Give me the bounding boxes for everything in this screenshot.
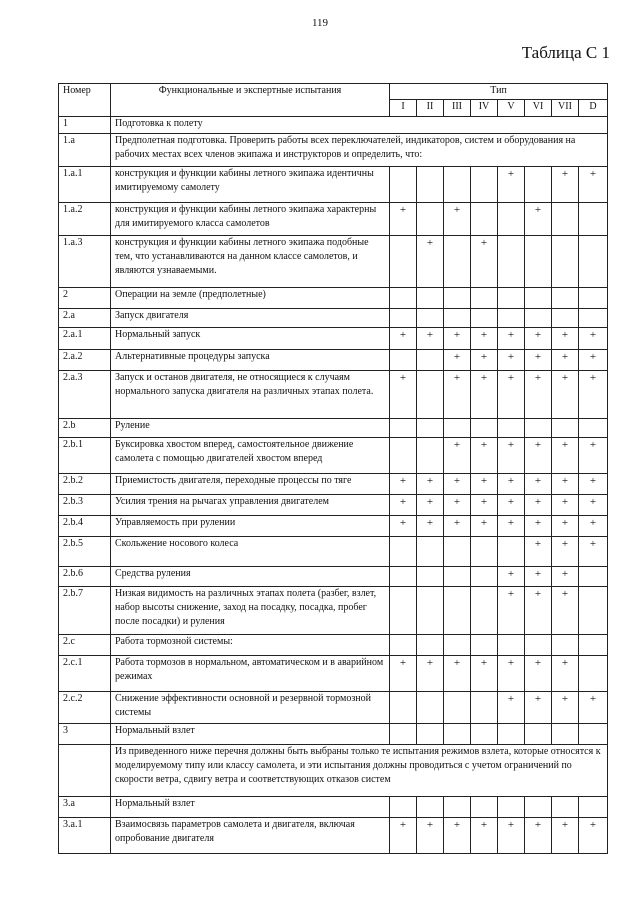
mark-type-iv <box>471 288 498 309</box>
header-type-iv: IV <box>471 100 498 117</box>
mark-type-ii: + <box>417 474 444 495</box>
mark-type-v: + <box>498 167 525 203</box>
mark-type-vi <box>525 724 552 745</box>
mark-type-vi: + <box>525 537 552 567</box>
mark-type-ii <box>417 350 444 371</box>
mark-type-vii: + <box>552 537 579 567</box>
row-number: 2.b <box>59 419 111 438</box>
mark-type-vi: + <box>525 203 552 236</box>
mark-type-v: + <box>498 495 525 516</box>
row-number: 3.a.1 <box>59 818 111 854</box>
mark-type-d: + <box>579 495 608 516</box>
table-row <box>59 117 608 134</box>
mark-type-vi <box>525 635 552 656</box>
mark-type-ii <box>417 567 444 587</box>
mark-type-iii <box>444 724 471 745</box>
mark-type-vii <box>552 236 579 288</box>
mark-type-iv <box>471 635 498 656</box>
row-number: 2.a.2 <box>59 350 111 371</box>
mark-type-d <box>579 656 608 692</box>
mark-type-i <box>390 288 417 309</box>
row-number: 2.c <box>59 635 111 656</box>
table-row <box>59 371 608 419</box>
mark-type-iii <box>444 167 471 203</box>
mark-type-ii <box>417 537 444 567</box>
header-number: Номер <box>59 84 111 117</box>
mark-type-v <box>498 288 525 309</box>
mark-type-ii <box>417 692 444 724</box>
table-row <box>59 567 608 587</box>
mark-type-iv <box>471 692 498 724</box>
table-row <box>59 350 608 371</box>
mark-type-iv <box>471 167 498 203</box>
mark-type-vii: + <box>552 495 579 516</box>
row-number: 2.b.5 <box>59 537 111 567</box>
mark-type-iv: + <box>471 438 498 474</box>
header-test: Функциональные и экспертные испытания <box>111 84 390 117</box>
mark-type-iv <box>471 724 498 745</box>
row-test-name: Руление <box>111 419 390 438</box>
mark-type-vi <box>525 236 552 288</box>
mark-type-v <box>498 797 525 818</box>
header-type-vii: VII <box>552 100 579 117</box>
table-row <box>59 438 608 474</box>
mark-type-d: + <box>579 516 608 537</box>
mark-type-vi <box>525 419 552 438</box>
mark-type-v: + <box>498 438 525 474</box>
row-number: 2.a <box>59 309 111 328</box>
mark-type-iv: + <box>471 371 498 419</box>
mark-type-i: + <box>390 516 417 537</box>
header-type-i: I <box>390 100 417 117</box>
mark-type-d <box>579 797 608 818</box>
row-test-name: Усилия трения на рычагах управления двигателем <box>111 495 390 516</box>
mark-type-i <box>390 438 417 474</box>
row-test-name: Приемистость двигателя, переходные процессы по тяге <box>111 474 390 495</box>
mark-type-v <box>498 724 525 745</box>
mark-type-d: + <box>579 537 608 567</box>
header-type-vi: VI <box>525 100 552 117</box>
mark-type-i <box>390 167 417 203</box>
mark-type-v <box>498 635 525 656</box>
mark-type-iii: + <box>444 328 471 350</box>
row-number: 2.b.3 <box>59 495 111 516</box>
mark-type-ii <box>417 635 444 656</box>
mark-type-i <box>390 797 417 818</box>
mark-type-d: + <box>579 350 608 371</box>
mark-type-ii: + <box>417 516 444 537</box>
mark-type-iv <box>471 203 498 236</box>
table-row <box>59 745 608 797</box>
mark-type-v <box>498 537 525 567</box>
mark-type-i <box>390 587 417 635</box>
mark-type-d: + <box>579 474 608 495</box>
mark-type-vi: + <box>525 567 552 587</box>
row-test-name: Буксировка хвостом вперед, самостоятельное движение самолета с помощью двигателей хвостом вперед <box>111 438 390 474</box>
mark-type-i <box>390 537 417 567</box>
row-number: 1.a.1 <box>59 167 111 203</box>
row-test-name: Запуск и останов двигателя, не относящиеся к случаям нормального запуска двигателя на различных этапах полета. <box>111 371 390 419</box>
mark-type-v <box>498 309 525 328</box>
mark-type-vii <box>552 288 579 309</box>
row-number: 2.a.1 <box>59 328 111 350</box>
header-type-d: D <box>579 100 608 117</box>
mark-type-vi: + <box>525 656 552 692</box>
mark-type-vii: + <box>552 438 579 474</box>
mark-type-i <box>390 309 417 328</box>
row-number: 2.b.1 <box>59 438 111 474</box>
table-row <box>59 692 608 724</box>
row-number <box>59 745 111 797</box>
mark-type-iv <box>471 419 498 438</box>
table-row <box>59 656 608 692</box>
row-test-name: Средства руления <box>111 567 390 587</box>
mark-type-vii: + <box>552 474 579 495</box>
mark-type-iii: + <box>444 474 471 495</box>
mark-type-d <box>579 288 608 309</box>
mark-type-iv: + <box>471 328 498 350</box>
mark-type-iv: + <box>471 656 498 692</box>
mark-type-i <box>390 236 417 288</box>
row-number: 1.a.2 <box>59 203 111 236</box>
mark-type-vi: + <box>525 587 552 635</box>
mark-type-vii: + <box>552 567 579 587</box>
mark-type-ii: + <box>417 328 444 350</box>
table-row <box>59 516 608 537</box>
mark-type-v <box>498 236 525 288</box>
mark-type-ii <box>417 724 444 745</box>
table-row <box>59 328 608 350</box>
mark-type-vi: + <box>525 438 552 474</box>
mark-type-v: + <box>498 567 525 587</box>
mark-type-iii <box>444 236 471 288</box>
mark-type-d <box>579 419 608 438</box>
mark-type-vi: + <box>525 350 552 371</box>
mark-type-ii: + <box>417 656 444 692</box>
table-row <box>59 167 608 203</box>
mark-type-v <box>498 203 525 236</box>
mark-type-i <box>390 350 417 371</box>
mark-type-d <box>579 236 608 288</box>
mark-type-vii: + <box>552 350 579 371</box>
mark-type-d: + <box>579 692 608 724</box>
row-number: 2.b.7 <box>59 587 111 635</box>
mark-type-d: + <box>579 167 608 203</box>
mark-type-vi <box>525 167 552 203</box>
mark-type-i <box>390 419 417 438</box>
row-number: 3 <box>59 724 111 745</box>
mark-type-ii <box>417 371 444 419</box>
mark-type-i: + <box>390 495 417 516</box>
mark-type-vi: + <box>525 474 552 495</box>
mark-type-vii: + <box>552 587 579 635</box>
row-test-name: конструкция и функции кабины летного экипажа идентичны имитируемому самолету <box>111 167 390 203</box>
mark-type-ii: + <box>417 236 444 288</box>
header-type-iii: III <box>444 100 471 117</box>
mark-type-iii <box>444 537 471 567</box>
mark-type-i: + <box>390 656 417 692</box>
mark-type-iii: + <box>444 818 471 854</box>
row-test-name: Низкая видимость на различных этапах полета (разбег, взлет, набор высоты снижение, заход на посадку, посадка, пробег после посадки) и руления <box>111 587 390 635</box>
row-number: 2.c.2 <box>59 692 111 724</box>
row-number: 2.b.4 <box>59 516 111 537</box>
mark-type-vii <box>552 309 579 328</box>
table-title: Таблица С 1 <box>521 43 610 62</box>
mark-type-ii <box>417 288 444 309</box>
row-test-name: Из приведенного ниже перечня должны быть выбраны только те испытания режимов взлета, которые относятся к моделируемому типу или классу самолета, и эти испытания должны проводиться с учетом ограничений по скорости ветра, сдвигу ветра и соответствующих отказов систем <box>111 745 608 797</box>
mark-type-vii: + <box>552 656 579 692</box>
table-row <box>59 495 608 516</box>
table-row <box>59 309 608 328</box>
header-type-v: V <box>498 100 525 117</box>
mark-type-iv <box>471 309 498 328</box>
mark-type-iv <box>471 537 498 567</box>
mark-type-ii <box>417 309 444 328</box>
mark-type-vii <box>552 419 579 438</box>
mark-type-vi: + <box>525 328 552 350</box>
header-type-ii: II <box>417 100 444 117</box>
row-number: 1.a <box>59 134 111 167</box>
table-row <box>59 288 608 309</box>
row-number: 1.a.3 <box>59 236 111 288</box>
mark-type-iii: + <box>444 203 471 236</box>
mark-type-vii: + <box>552 818 579 854</box>
mark-type-iv: + <box>471 818 498 854</box>
mark-type-vii: + <box>552 371 579 419</box>
header-type: Тип <box>390 84 608 100</box>
mark-type-i: + <box>390 818 417 854</box>
mark-type-iii: + <box>444 495 471 516</box>
row-test-name: Работа тормозной системы: <box>111 635 390 656</box>
table-row <box>59 474 608 495</box>
mark-type-vii: + <box>552 692 579 724</box>
mark-type-v: + <box>498 818 525 854</box>
table-row <box>59 236 608 288</box>
table-row <box>59 724 608 745</box>
mark-type-ii <box>417 203 444 236</box>
mark-type-vi <box>525 288 552 309</box>
row-number: 1 <box>59 117 111 134</box>
table-row <box>59 635 608 656</box>
mark-type-ii <box>417 797 444 818</box>
table-row <box>59 818 608 854</box>
mark-type-ii <box>417 587 444 635</box>
mark-type-vi <box>525 309 552 328</box>
mark-type-ii <box>417 167 444 203</box>
mark-type-vii: + <box>552 167 579 203</box>
mark-type-iii: + <box>444 656 471 692</box>
mark-type-v: + <box>498 371 525 419</box>
header-row-type <box>59 84 608 100</box>
mark-type-vii <box>552 635 579 656</box>
table-row <box>59 537 608 567</box>
table-body <box>59 117 608 854</box>
mark-type-v: + <box>498 350 525 371</box>
row-test-name: Предполетная подготовка. Проверить работы всех переключателей, индикаторов, систем и оборудования на рабочих местах всех членов экипажа и инструкторов и определить, что: <box>111 134 608 167</box>
mark-type-iv: + <box>471 516 498 537</box>
row-test-name: Взаимосвязь параметров самолета и двигателя, включая опробование двигателя <box>111 818 390 854</box>
mark-type-iv <box>471 587 498 635</box>
mark-type-ii <box>417 438 444 474</box>
table-row <box>59 203 608 236</box>
mark-type-v: + <box>498 328 525 350</box>
row-test-name: Скольжение носового колеса <box>111 537 390 567</box>
table-row <box>59 134 608 167</box>
row-test-name: Подготовка к полету <box>111 117 608 134</box>
mark-type-vi: + <box>525 516 552 537</box>
row-test-name: Запуск двигателя <box>111 309 390 328</box>
page-number: 119 <box>311 17 329 29</box>
mark-type-iii <box>444 635 471 656</box>
row-test-name: Нормальный взлет <box>111 724 390 745</box>
row-test-name: Операции на земле (предполетные) <box>111 288 390 309</box>
mark-type-iii <box>444 797 471 818</box>
row-number: 2.b.6 <box>59 567 111 587</box>
mark-type-i: + <box>390 203 417 236</box>
mark-type-iii <box>444 692 471 724</box>
mark-type-v: + <box>498 587 525 635</box>
mark-type-vii <box>552 724 579 745</box>
row-number: 2 <box>59 288 111 309</box>
mark-type-iv: + <box>471 474 498 495</box>
mark-type-vii: + <box>552 328 579 350</box>
mark-type-iv: + <box>471 350 498 371</box>
mark-type-d: + <box>579 438 608 474</box>
mark-type-ii <box>417 419 444 438</box>
mark-type-d: + <box>579 328 608 350</box>
mark-type-iv <box>471 567 498 587</box>
mark-type-d <box>579 203 608 236</box>
mark-type-i <box>390 567 417 587</box>
mark-type-iii <box>444 309 471 328</box>
mark-type-vi: + <box>525 495 552 516</box>
row-test-name: Нормальный взлет <box>111 797 390 818</box>
mark-type-iii: + <box>444 516 471 537</box>
mark-type-i: + <box>390 328 417 350</box>
mark-type-iii <box>444 419 471 438</box>
row-test-name: конструкция и функции кабины летного экипажа характерны для имитируемого класса самолетов <box>111 203 390 236</box>
test-matrix-table <box>58 83 608 854</box>
mark-type-i: + <box>390 474 417 495</box>
mark-type-vii <box>552 797 579 818</box>
mark-type-d: + <box>579 818 608 854</box>
mark-type-v <box>498 419 525 438</box>
mark-type-d <box>579 724 608 745</box>
mark-type-ii: + <box>417 495 444 516</box>
mark-type-vi: + <box>525 371 552 419</box>
mark-type-iv: + <box>471 236 498 288</box>
row-number: 3.a <box>59 797 111 818</box>
mark-type-i <box>390 635 417 656</box>
mark-type-v: + <box>498 474 525 495</box>
row-test-name: Снижение эффективности основной и резервной тормозной системы <box>111 692 390 724</box>
row-number: 2.a.3 <box>59 371 111 419</box>
mark-type-ii: + <box>417 818 444 854</box>
mark-type-iv <box>471 797 498 818</box>
row-test-name: Нормальный запуск <box>111 328 390 350</box>
mark-type-vi: + <box>525 818 552 854</box>
mark-type-d <box>579 587 608 635</box>
mark-type-d <box>579 567 608 587</box>
row-test-name: конструкция и функции кабины летного экипажа подобные тем, что устанавливаются на данном классе самолетов, и являются узнаваемыми. <box>111 236 390 288</box>
mark-type-v: + <box>498 692 525 724</box>
mark-type-v: + <box>498 516 525 537</box>
mark-type-vi <box>525 797 552 818</box>
mark-type-iii <box>444 567 471 587</box>
mark-type-vii <box>552 203 579 236</box>
table-row <box>59 797 608 818</box>
mark-type-iii: + <box>444 350 471 371</box>
mark-type-iii <box>444 587 471 635</box>
mark-type-i <box>390 724 417 745</box>
mark-type-i: + <box>390 371 417 419</box>
table-row <box>59 419 608 438</box>
mark-type-iii: + <box>444 438 471 474</box>
mark-type-iii <box>444 288 471 309</box>
row-test-name: Альтернативные процедуры запуска <box>111 350 390 371</box>
mark-type-vii: + <box>552 516 579 537</box>
row-number: 2.c.1 <box>59 656 111 692</box>
mark-type-d: + <box>579 371 608 419</box>
mark-type-iv: + <box>471 495 498 516</box>
row-test-name: Работа тормозов в нормальном, автоматическом и в аварийном режимах <box>111 656 390 692</box>
row-test-name: Управляемость при рулении <box>111 516 390 537</box>
mark-type-vi: + <box>525 692 552 724</box>
mark-type-v: + <box>498 656 525 692</box>
row-number: 2.b.2 <box>59 474 111 495</box>
table-row <box>59 587 608 635</box>
mark-type-d <box>579 309 608 328</box>
mark-type-i <box>390 692 417 724</box>
mark-type-d <box>579 635 608 656</box>
mark-type-iii: + <box>444 371 471 419</box>
